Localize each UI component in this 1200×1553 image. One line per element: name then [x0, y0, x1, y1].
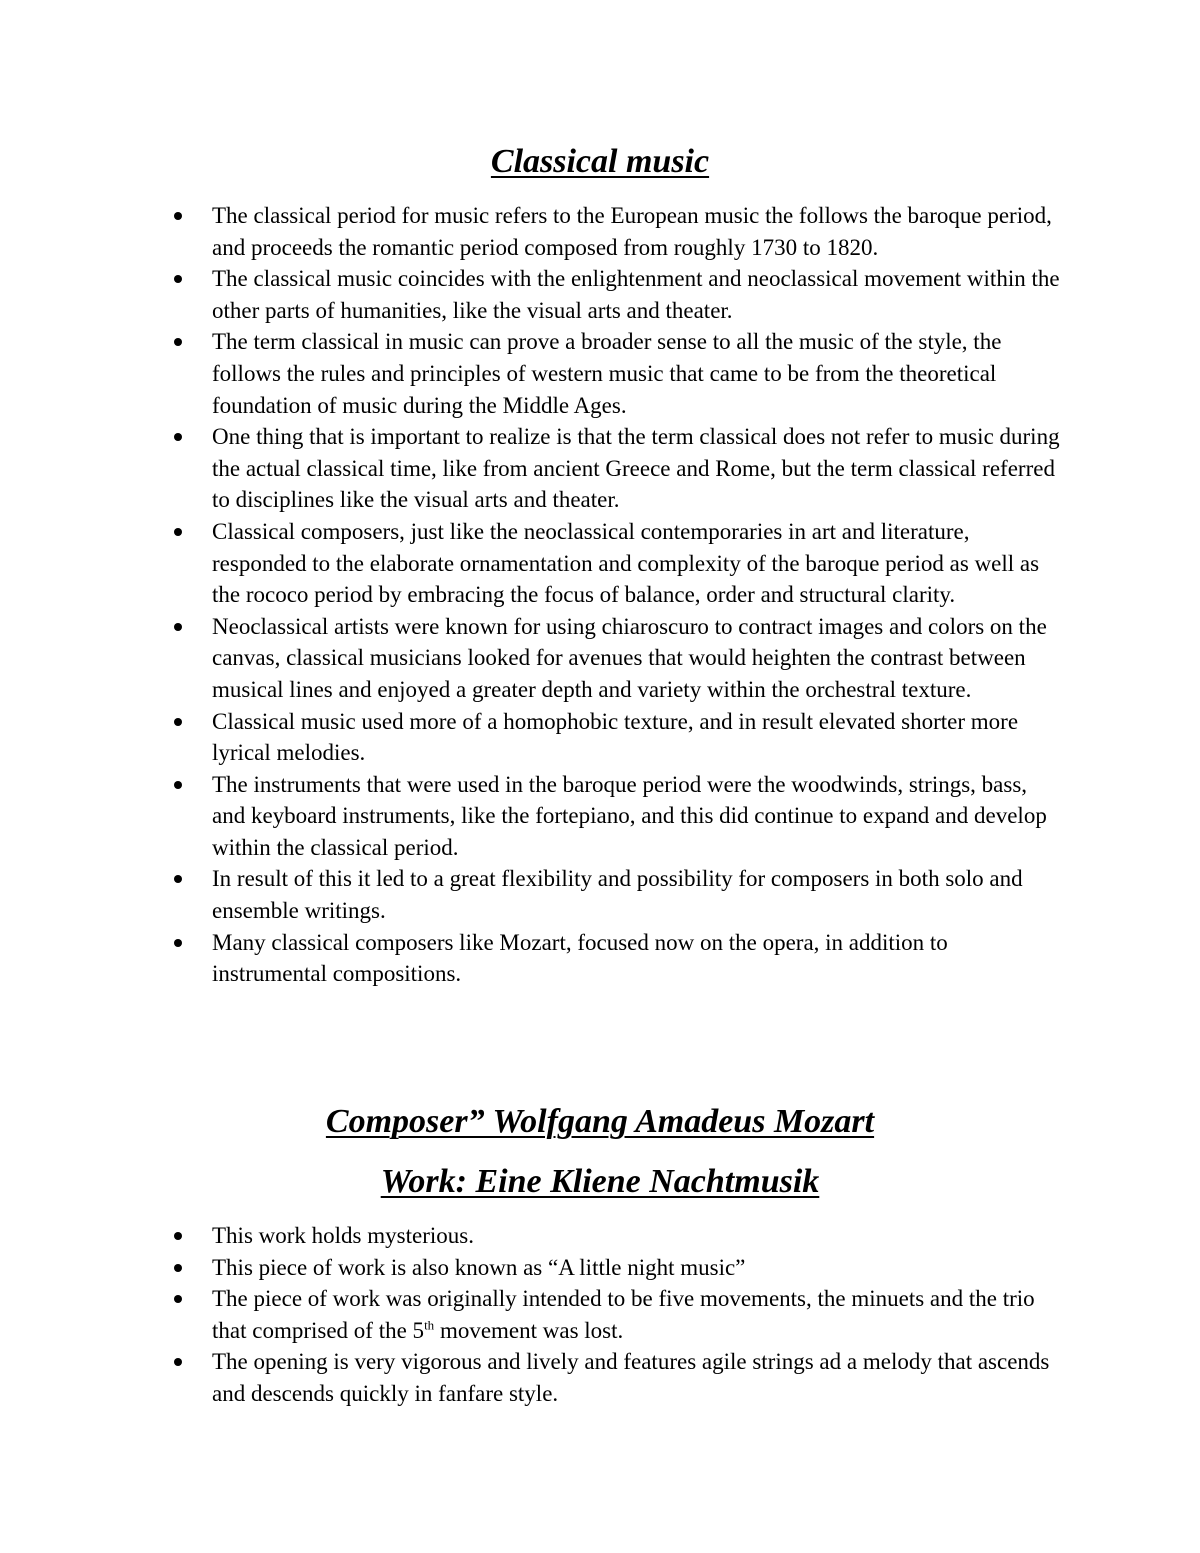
list-item-text: This piece of work is also known as “A little night music” [212, 1254, 746, 1280]
bullet-icon [174, 275, 182, 283]
list-item-text: The classical period for music refers to the European music the follows the baroque period, and proceeds the romantic period composed from roughly 1730 to 1820. [212, 203, 1052, 260]
list-item [0, 863, 1062, 926]
list-item-text: The instruments that were used in the baroque period were the woodwinds, strings, bass, and keyboard instruments, like the fortepiano, and this did continue to expand and develop within the classical period. [212, 771, 1047, 860]
list-item-text: Classical music used more of a homophobic texture, and in result elevated shorter more lyrical melodies. [212, 708, 1019, 766]
list-item-text: Classical composers, just like the neoclassical contemporaries in art and literature, responded to the elaborate ornamentation and complexity of the baroque period as well as the rococo period by embracing the focus of balance, order and structural clarity. [212, 518, 1040, 608]
bullet-icon [174, 939, 182, 947]
list-item [0, 706, 1062, 769]
list-item-text: One thing that is important to realize is that the term classical does not refer to music during the actual classical time, like from ancient Greece and Rome, but the term classical referred to disciplines like the visual arts and theater. [212, 424, 1060, 513]
list-item [0, 1283, 1062, 1346]
list-item [0, 421, 1062, 516]
list-item-text-part: The piece of work was originally intended to be five movements, the minuets and the trio that comprised of the 5 [212, 1286, 1035, 1343]
list-item [0, 263, 1062, 326]
list-item-text-part: movement was lost. [434, 1317, 624, 1343]
list-item [0, 611, 1062, 706]
list-item [0, 516, 1062, 611]
classical-music-bullet-list [0, 200, 1062, 990]
list-item-text: In result of this it led to a great flexibility and possibility for composers in both solo and ensemble writings. [212, 866, 1023, 924]
list-item-text: Neoclassical artists were known for using chiaroscuro to contract images and colors on the canvas, classical musicians looked for avenues that would heighten the contrast between musical lines and enjoyed a greater depth and variety within the orchestral texture. [212, 613, 1047, 702]
bullet-icon [174, 1232, 182, 1240]
list-item-text: This work holds mysterious. [212, 1223, 474, 1248]
list-item-text: The term classical in music can prove a broader sense to all the music of the style, the follows the rules and principles of western music that came to be from the theoretical foundation of music during the Middle Ages. [212, 329, 1002, 418]
list-item [0, 326, 1062, 421]
bullet-icon [174, 528, 182, 536]
work-heading: Work: Eine Kliene Nachtmusik [380, 1163, 820, 1200]
bullet-icon [174, 1295, 182, 1303]
list-item [0, 1252, 1062, 1284]
bullet-icon [174, 875, 182, 883]
list-item [0, 1220, 1062, 1252]
list-item [0, 200, 1062, 263]
bullet-icon [174, 1264, 182, 1272]
list-item-text: Many classical composers like Mozart, focused now on the opera, in addition to instrumental compositions. [212, 929, 948, 987]
composer-heading: Composer” Wolfgang Amadeus Mozart [325, 1103, 875, 1140]
list-item-text: The opening is very vigorous and lively and features agile strings ad a melody that ascends and descends quickly in fanfare style. [212, 1349, 1050, 1406]
list-item [0, 769, 1062, 864]
bullet-icon [174, 433, 182, 441]
list-item-text [212, 1286, 1035, 1343]
list-item [0, 927, 1062, 990]
ordinal-superscript: th [424, 1317, 435, 1333]
bullet-icon [174, 338, 182, 346]
bullet-icon [174, 212, 182, 220]
list-item-text: The classical music coincides with the enlightenment and neoclassical movement within the other parts of humanities, like the visual arts and theater. [212, 266, 1060, 323]
bullet-icon [174, 781, 182, 789]
bullet-icon [174, 623, 182, 631]
list-item [0, 1346, 1062, 1409]
work-bullet-list [0, 1220, 1062, 1410]
bullet-icon [174, 1358, 182, 1366]
page-title: Classical music [490, 143, 710, 180]
bullet-icon [174, 718, 182, 726]
